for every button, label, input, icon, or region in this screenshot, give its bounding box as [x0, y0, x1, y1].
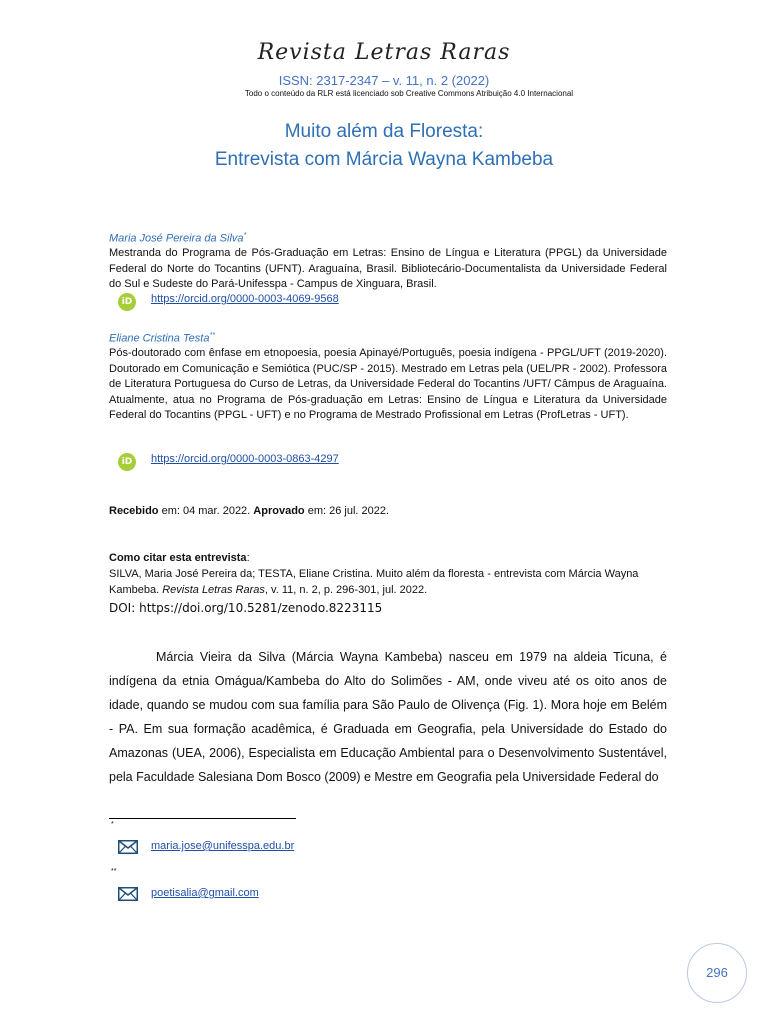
journal-name: Revista Letras Raras [257, 40, 511, 65]
footnote-2-email-link[interactable]: poetisalia@gmail.com [151, 887, 259, 899]
title-line-2: Entrevista com Márcia Wayna Kambeba [214, 149, 554, 170]
citation-heading: Como citar esta entrevista: [109, 552, 250, 564]
envelope-icon [118, 887, 138, 901]
footnote-divider [109, 818, 296, 819]
author-1-footnote-mark: * [243, 232, 247, 239]
citation-block [109, 550, 667, 598]
license-note: Todo o conteúdo da RLR está licenciado sob Creative Commons Atribuição 4.0 Internacional [244, 89, 574, 98]
footnote-1-email-link[interactable]: maria.jose@unifesspa.edu.br [151, 840, 295, 852]
page-number: 296 [687, 943, 747, 1003]
article-title [0, 118, 768, 174]
body-paragraph: Márcia Vieira da Silva (Márcia Wayna Kambeba) nasceu em 1979 na aldeia Ticuna, é indígena da etnia Omágua/Kambeba do Alto do Solimões - AM, onde viveu até os oito anos de idade, quando se mudou com sua família para São Paulo de Olivença (Fig. 1). Mora hoje em Belém - PA. Em sua formação acadêmica, é Graduada em Geografia, pela Universidade do Estado do Amazonas (UEA, 2006), Especialista em Educação Ambiental para o Desenvolvimento Sustentável, pela Faculdade Salesiana Dom Bosco (2009) e Mestre em Geografia pela Universidade Federal do [109, 650, 667, 784]
author-2-bio: Pós-doutorado com ênfase em etnopoesia, poesia Apinayé/Português, poesia indígena - PPGL/UFT (2019-2020). Doutorado em Comunicação e Semiótica (PUC/SP - 2015). Mestrado em Letras pela (UEL/PR - 2002). Professora de Literatura Portuguesa do Curso de Letras, da Universidade Federal do Tocantins /UFT/ Câmpus de Araguaína. Atualmente, atua no Programa de Pós-graduação em Letras: Ensino de Língua e Literatura da Universidade Federal do Tocantins (PPGL - UFT) e no Programa de Mestrado Profissional em Letras (ProfLetras - UFT). [109, 347, 667, 421]
author-2-orcid-link[interactable]: https://orcid.org/0000-0003-0863-4297 [151, 453, 339, 465]
envelope-icon [118, 840, 138, 854]
author-2-footnote-mark: ** [209, 332, 215, 339]
author-2-name: Eliane Cristina Testa** [109, 332, 215, 345]
issn-line: ISSN: 2317-2347 – v. 11, n. 2 (2022) [278, 73, 490, 88]
submission-dates: Recebido em: 04 mar. 2022. Aprovado em: 26 jul. 2022. [109, 505, 390, 517]
orcid-icon: iD [118, 453, 136, 471]
footnote-1-mark: * [111, 821, 114, 828]
author-1-bio: Mestranda do Programa de Pós-Graduação em Letras: Ensino de Língua e Literatura (PPGL) da Universidade Federal do Norte do Tocantins (UFNT). Araguaína, Brasil. Bibliotecário-Documentalista da Universidade Federal do Sul e Sudeste do Pará-Unifesspa - Campus de Xinguara, Brasil. [109, 247, 667, 290]
doi-line: DOI: https://doi.org/10.5281/zenodo.8223115 [109, 601, 383, 615]
footnote-2-mark: ** [111, 868, 117, 875]
author-1-orcid-link[interactable]: https://orcid.org/0000-0003-4069-9568 [151, 293, 339, 305]
citation-text: SILVA, Maria José Pereira da; TESTA, Eliane Cristina. Muito além da floresta - entrevista com Márcia Wayna Kambeba. Revista Letras Raras, v. 11, n. 2, p. 296-301, jul. 2022. [109, 568, 639, 596]
author-1-name: Maria José Pereira da Silva* [109, 232, 247, 245]
orcid-icon: iD [118, 293, 136, 311]
title-line-1: Muito além da Floresta: [284, 121, 484, 142]
